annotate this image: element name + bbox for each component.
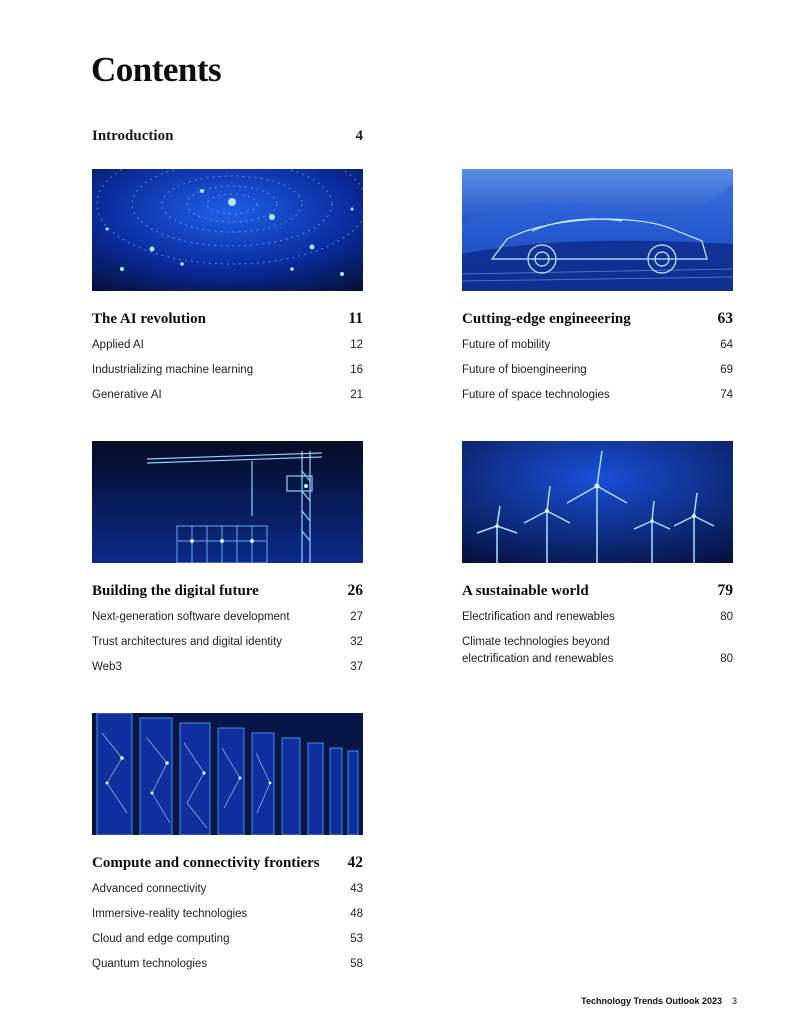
toc-item[interactable] xyxy=(462,631,733,674)
footer-page-number: 3 xyxy=(731,996,737,1006)
toc-item-label: Advanced connectivity xyxy=(92,883,207,895)
toc-item-page: 32 xyxy=(350,636,363,648)
section-page: 63 xyxy=(717,310,733,327)
section-page: 26 xyxy=(347,582,363,599)
ai-network-image xyxy=(92,169,363,291)
toc-item-label: Quantum technologies xyxy=(92,958,208,970)
toc-item[interactable] xyxy=(92,928,363,953)
toc-item-page: 74 xyxy=(720,389,733,401)
section-title: A sustainable world xyxy=(462,583,589,599)
section-page: 11 xyxy=(348,310,363,327)
toc-item-page: 53 xyxy=(350,933,363,945)
page-footer xyxy=(581,996,737,1006)
section-title: Compute and connectivity frontiers xyxy=(92,855,320,871)
page-title: Contents xyxy=(91,50,222,89)
toc-item-page: 16 xyxy=(350,364,363,376)
toc-item[interactable] xyxy=(92,953,363,978)
toc-item-label: Future of space technologies xyxy=(462,389,610,401)
toc-item-label: Electrification and renewables xyxy=(462,611,615,623)
toc-item-label: Cloud and edge computing xyxy=(92,933,230,945)
toc-item-page: 64 xyxy=(720,339,733,351)
section-header[interactable] xyxy=(92,310,363,334)
construction-crane-image xyxy=(92,441,363,563)
toc-item-page: 43 xyxy=(350,883,363,895)
toc-item-label: Generative AI xyxy=(92,389,162,401)
toc-item[interactable] xyxy=(92,359,363,384)
toc-item-label: Next-generation software development xyxy=(92,611,290,623)
toc-item-label: Immersive-reality technologies xyxy=(92,908,248,920)
toc-item-page: 37 xyxy=(350,661,363,673)
toc-item-label: Future of mobility xyxy=(462,339,551,351)
section-title: Cutting-edge engineeering xyxy=(462,311,631,327)
section-cutting-edge-engineering xyxy=(462,169,733,409)
toc-item-page: 58 xyxy=(350,958,363,970)
toc-item-page: 21 xyxy=(350,389,363,401)
toc-item-label: Climate technologies beyond electrification and renewables xyxy=(462,636,614,665)
wind-turbines-image xyxy=(462,441,733,563)
toc-item[interactable] xyxy=(92,903,363,928)
toc-item[interactable] xyxy=(92,656,363,681)
server-racks-image xyxy=(92,713,363,835)
section-header[interactable] xyxy=(462,310,733,334)
section-sustainable-world xyxy=(462,441,733,674)
section-compute-connectivity xyxy=(92,713,363,978)
toc-item-label: Future of bioengineering xyxy=(462,364,587,376)
footer-title: Technology Trends Outlook 2023 xyxy=(581,996,722,1006)
section-title: Building the digital future xyxy=(92,583,259,599)
toc-item[interactable] xyxy=(92,606,363,631)
toc-item-page: 12 xyxy=(350,339,363,351)
section-building-digital-future xyxy=(92,441,363,681)
introduction-page: 4 xyxy=(355,128,363,144)
section-header[interactable] xyxy=(92,582,363,606)
toc-item[interactable] xyxy=(462,606,733,631)
wireframe-car-image xyxy=(462,169,733,291)
toc-item[interactable] xyxy=(92,334,363,359)
section-title: The AI revolution xyxy=(92,311,206,327)
toc-item-label: Industrializing machine learning xyxy=(92,364,254,376)
toc-item[interactable] xyxy=(92,384,363,409)
toc-item-page: 27 xyxy=(350,611,363,623)
toc-item-page: 48 xyxy=(350,908,363,920)
section-header[interactable] xyxy=(92,854,363,878)
toc-item-page: 80 xyxy=(720,653,733,665)
section-page: 42 xyxy=(347,854,363,871)
toc-item[interactable] xyxy=(92,878,363,903)
toc-item[interactable] xyxy=(462,384,733,409)
toc-item-page: 69 xyxy=(720,364,733,376)
introduction-label: Introduction xyxy=(92,128,174,144)
section-page: 79 xyxy=(717,582,733,599)
section-header[interactable] xyxy=(462,582,733,606)
toc-item-label: Applied AI xyxy=(92,339,144,351)
toc-introduction[interactable] xyxy=(92,128,363,145)
toc-item-label: Trust architectures and digital identity xyxy=(92,636,283,648)
toc-item[interactable] xyxy=(462,359,733,384)
toc-item[interactable] xyxy=(462,334,733,359)
toc-item[interactable] xyxy=(92,631,363,656)
toc-item-page: 80 xyxy=(720,611,733,623)
section-ai-revolution xyxy=(92,169,363,409)
toc-item-label: Web3 xyxy=(92,661,122,673)
